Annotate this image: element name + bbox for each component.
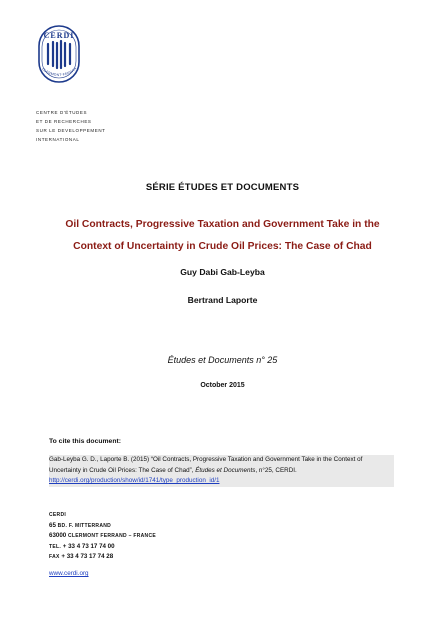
author-2: Bertrand Laporte xyxy=(187,295,258,305)
address-org: CERDI xyxy=(49,512,67,518)
address-postal-code: 63000 xyxy=(49,532,67,540)
cite-label: To cite this document: xyxy=(49,438,121,445)
org-line: SUR LE DEVELOPPEMENT xyxy=(36,128,106,133)
citation-journal: Études et Documents xyxy=(195,466,256,474)
org-line: ET DE RECHERCHES xyxy=(36,119,92,124)
series-title: SÉRIE ÉTUDES ET DOCUMENTS xyxy=(145,182,300,193)
tel-number: + 33 4 73 17 74 00 xyxy=(62,542,115,550)
document-number: Études et Documents n° 25 xyxy=(167,355,278,365)
website-link[interactable]: www.cerdi.org xyxy=(49,570,89,577)
fax-number: + 33 4 73 17 74 28 xyxy=(61,553,114,561)
citation-text xyxy=(49,455,394,487)
title-line-1: Oil Contracts, Progressive Taxation and Government Take in the xyxy=(65,219,380,230)
author-1: Guy Dabi Gab-Leyba xyxy=(180,267,265,277)
title-line-2: Context of Uncertainty in Crude Oil Prices: The Case of Chad xyxy=(73,241,372,252)
address-block xyxy=(49,510,156,563)
citation-part-2: , n°25, CERDI. xyxy=(255,466,297,474)
logo-ring-text: CLERMONT-FERRAN xyxy=(41,66,78,77)
logo-brand-text: CERDI xyxy=(43,31,75,40)
address-street: BD. F. MITTERRAND xyxy=(57,522,112,529)
fax-label: FAX xyxy=(49,554,60,561)
address-city: CLERMONT FERRAND – FRANCE xyxy=(67,533,157,540)
document-title xyxy=(40,214,405,258)
org-line: CENTRE D'ÉTUDES xyxy=(36,110,88,115)
publication-date: October 2015 xyxy=(200,382,245,389)
org-line: INTERNATIONAL xyxy=(36,137,80,142)
cerdi-logo xyxy=(31,18,87,90)
citation-link[interactable]: http://cerdi.org/production/show/id/1741/type_production_id/1 xyxy=(49,477,220,484)
organization-name xyxy=(36,108,106,144)
address-street-number: 65 xyxy=(49,521,56,529)
citation-part-1: Gab-Leyba G. D., Laporte B. (2015) “Oil Contracts, Progressive Taxation and Government Take in the Context of Uncertainty in Crude Oil Prices: The Case of Chad”, xyxy=(49,456,363,474)
tel-label: TEL. xyxy=(49,543,62,550)
